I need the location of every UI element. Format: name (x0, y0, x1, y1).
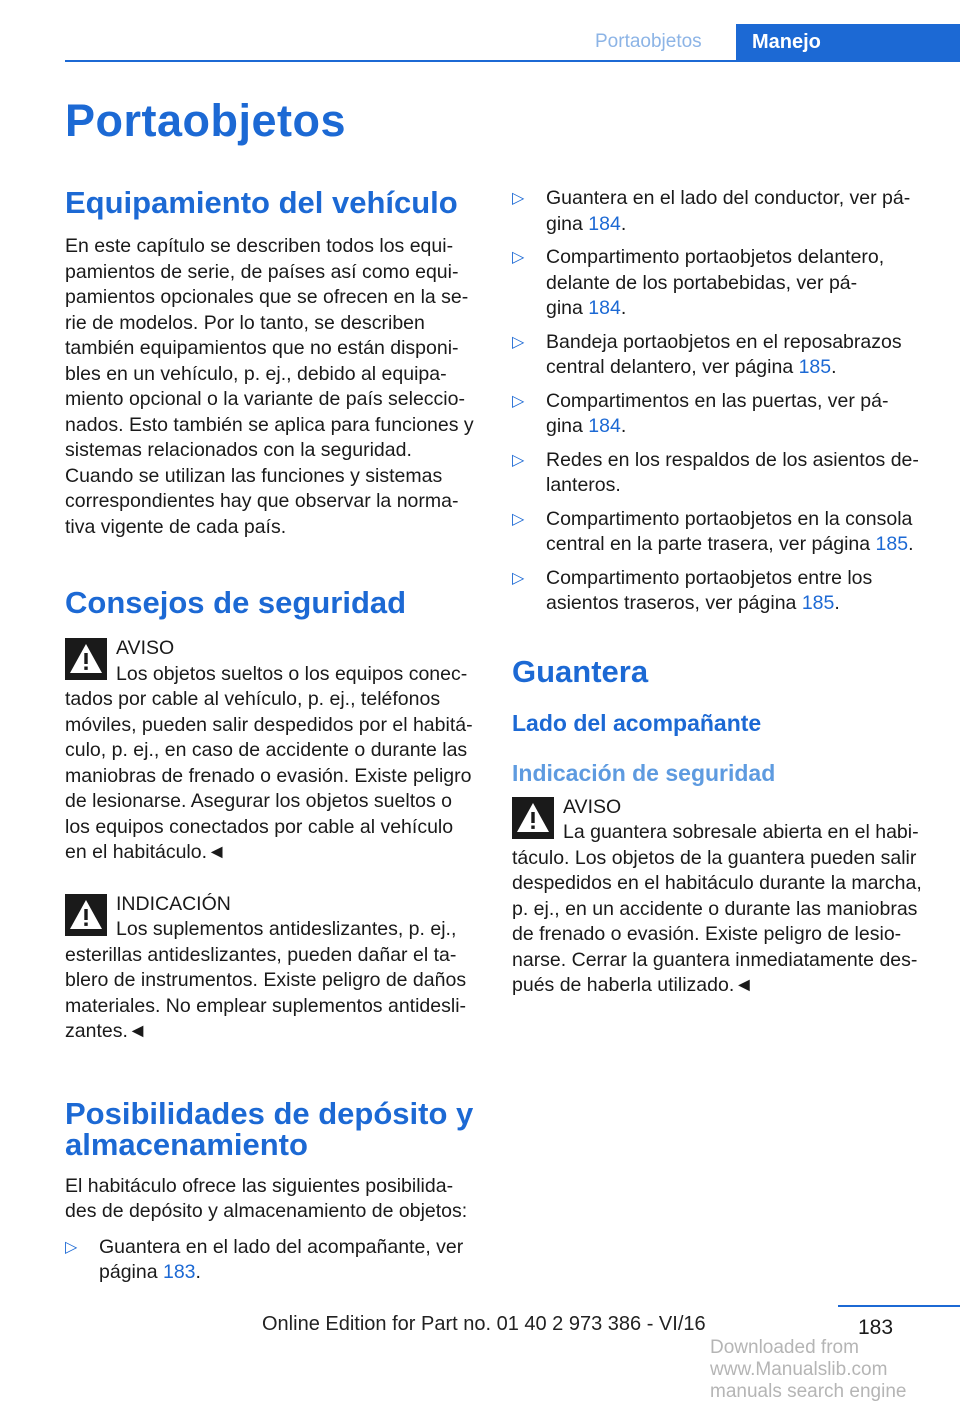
warning-block (65, 636, 483, 866)
list-item-text: central en la parte trasera, ver página (546, 533, 876, 555)
warning-line: móviles, pueden salir despedidos por el habitá- (65, 713, 473, 736)
triangle-right-icon: ▷ (512, 190, 525, 207)
list-item-text: . (620, 212, 627, 235)
page-number: 183 (858, 1316, 894, 1339)
right-column (512, 186, 932, 999)
storage-paragraph (65, 1174, 483, 1225)
header-chapter-tab[interactable]: Manejo (736, 24, 960, 62)
left-column (65, 180, 483, 1292)
page-link[interactable]: 184 (588, 297, 621, 319)
list-item-line (546, 212, 932, 238)
list-item-line: lanteros. (546, 474, 621, 496)
list-item-line (99, 1260, 483, 1286)
paragraph-line: des de depósito y almacenamiento de objetos: (65, 1200, 468, 1222)
list-item (512, 330, 932, 381)
safety-heading: Consejos de seguridad (65, 585, 407, 620)
warning-line: los equipos conectados por cable al vehículo (65, 815, 454, 838)
list-item-text: . (195, 1261, 201, 1283)
warning-line: p. ej., en un accidente o durante las maniobras (512, 897, 918, 920)
glovebox-warning-block (512, 795, 932, 999)
warning-line: pués de haberla utilizado.◄ (512, 974, 754, 996)
paragraph-line: rie de modelos. Por lo tanto, se describen (65, 311, 425, 334)
paragraph-line: miento opcional o la variante de país seleccio- (65, 388, 465, 410)
warning-line: La guantera sobresale abierta en el habi- (563, 821, 919, 843)
notice-line: esterillas antideslizantes, pueden dañar el ta- (65, 943, 457, 966)
list-item-text: . (908, 533, 914, 555)
list-item-line (546, 414, 932, 440)
warning-line: Los objetos sueltos o los equipos conec- (116, 662, 468, 685)
storage-list (65, 1235, 483, 1286)
list-item (512, 186, 932, 237)
notice-block (65, 892, 483, 1045)
triangle-right-icon: ▷ (512, 510, 525, 528)
list-item-line: Compartimento portaobjetos en la consola (546, 507, 913, 530)
page-link[interactable]: 184 (588, 415, 621, 437)
notice-line: blero de instrumentos. Existe peligro de daños (65, 969, 467, 991)
notice-line: Los suplementos antideslizantes, p. ej., (116, 918, 457, 940)
storage-heading-line: Posibilidades de depósito y (65, 1095, 474, 1131)
paragraph-line: también equipamientos que no están disponi- (65, 337, 459, 359)
paragraph-line: tiva vigente de cada país. (65, 515, 287, 538)
notice-title: INDICACIÓN (116, 892, 231, 915)
edition-footer: Online Edition for Part no. 01 40 2 973 386 - VI/16 (262, 1313, 706, 1335)
warning-line: despedidos en el habitáculo durante la marcha, (512, 872, 922, 894)
list-item-line (546, 591, 932, 617)
list-item-text: . (620, 297, 627, 319)
storage-list-continued (512, 186, 932, 617)
list-item-text: gina (546, 212, 589, 235)
paragraph-line: nados. Esto también se aplica para funciones y (65, 413, 474, 436)
storage-heading-line: almacenamiento (65, 1126, 308, 1162)
notice-line: zantes.◄ (65, 1020, 148, 1042)
list-item-line: Guantera en el lado del conductor, ver pá- (546, 187, 911, 209)
list-item-line: Compartimentos en las puertas, ver pá- (546, 389, 889, 412)
list-item-line: Redes en los respaldos de los asientos de- (546, 448, 919, 471)
notice-line: materiales. No emplear suplementos antidesli- (65, 994, 467, 1017)
page-link[interactable]: 185 (801, 592, 835, 614)
list-item (512, 507, 932, 558)
list-item (512, 566, 932, 617)
list-item-text: gina (546, 415, 589, 437)
footer-rule (838, 1305, 960, 1307)
warning-triangle-icon (65, 638, 107, 680)
equipment-paragraph (65, 234, 483, 540)
header-section-tab[interactable]: Portaobjetos (595, 31, 702, 52)
list-item (512, 389, 932, 440)
warning-line: en el habitáculo.◄ (65, 841, 227, 863)
warning-title: AVISO (116, 637, 175, 659)
list-item-text: gina (546, 297, 589, 319)
warning-title: AVISO (563, 795, 622, 818)
paragraph-line: sistemas relacionados con la seguridad. (65, 439, 412, 461)
list-item-line: Compartimento portaobjetos entre los (546, 566, 873, 589)
list-item-text: página (99, 1261, 163, 1283)
paragraph-line: bles en un vehículo, p. ej., debido al equipa- (65, 362, 447, 385)
paragraph-line: pamientos opcionales que se ofrecen en la se- (65, 286, 469, 308)
triangle-right-icon: ▷ (512, 392, 525, 410)
list-item-text: . (620, 415, 627, 437)
paragraph-line: correspondientes hay que observar la norma- (65, 490, 459, 512)
warning-triangle-icon (512, 797, 554, 839)
list-item-line (546, 532, 932, 558)
page-link[interactable]: 185 (798, 356, 832, 378)
list-item-text: . (831, 356, 837, 378)
warning-line: narse. Cerrar la guantera inmediatamente des- (512, 948, 918, 971)
list-item-text: asientos traseros, ver página (546, 592, 802, 614)
passenger-side-heading: Lado del acompañante (512, 709, 762, 736)
triangle-right-icon: ▷ (512, 333, 525, 351)
list-item-text: central delantero, ver página (546, 356, 799, 378)
triangle-right-icon: ▷ (512, 569, 525, 587)
list-item-line: delante de los portabebidas, ver pá- (546, 271, 858, 294)
warning-line: tados por cable al vehículo, p. ej., teléfonos (65, 688, 441, 710)
list-item-line: Compartimento portaobjetos delantero, (546, 246, 885, 268)
equipment-heading: Equipamiento del vehículo (65, 185, 458, 220)
warning-line: de frenado o evasión. Existe peligro de lesio- (512, 923, 902, 945)
warning-line: culo, p. ej., en caso de accidente o durante las (65, 739, 468, 761)
triangle-right-icon: ▷ (65, 1238, 78, 1256)
list-item-line (546, 355, 932, 381)
safety-note-heading: Indicación de seguridad (512, 759, 776, 786)
list-item (512, 448, 932, 499)
list-item-line: Bandeja portaobjetos en el reposabrazos (546, 330, 902, 353)
list-item (512, 245, 932, 322)
list-item-line: Guantera en el lado del acompañante, ver (99, 1235, 464, 1258)
paragraph-line: En este capítulo se describen todos los equi- (65, 235, 454, 257)
glovebox-heading: Guantera (512, 653, 649, 689)
list-item-text: . (834, 592, 840, 614)
paragraph-line: Cuando se utilizan las funciones y sistemas (65, 464, 443, 487)
watermark: Downloaded from www.Manualslib.com manuals search engine (710, 1337, 907, 1402)
triangle-right-icon: ▷ (512, 249, 525, 266)
list-item (65, 1235, 483, 1286)
page-title: Portaobjetos (65, 95, 347, 146)
page-link[interactable]: 183 (162, 1261, 196, 1283)
warning-triangle-icon (65, 894, 107, 936)
storage-heading (65, 1097, 483, 1162)
page-link[interactable]: 184 (588, 212, 621, 235)
paragraph-line: El habitáculo ofrece las siguientes posibilida- (65, 1174, 454, 1197)
warning-line: táculo. Los objetos de la guantera pueden salir (512, 846, 917, 869)
warning-line: de lesionarse. Asegurar los objetos sueltos o (65, 790, 452, 812)
list-item-line (546, 296, 932, 322)
paragraph-line: pamientos de serie, de países así como equi- (65, 260, 459, 283)
triangle-right-icon: ▷ (512, 451, 525, 469)
page-link[interactable]: 185 (875, 533, 909, 555)
warning-line: maniobras de frenado o evasión. Existe peligro (65, 764, 472, 787)
